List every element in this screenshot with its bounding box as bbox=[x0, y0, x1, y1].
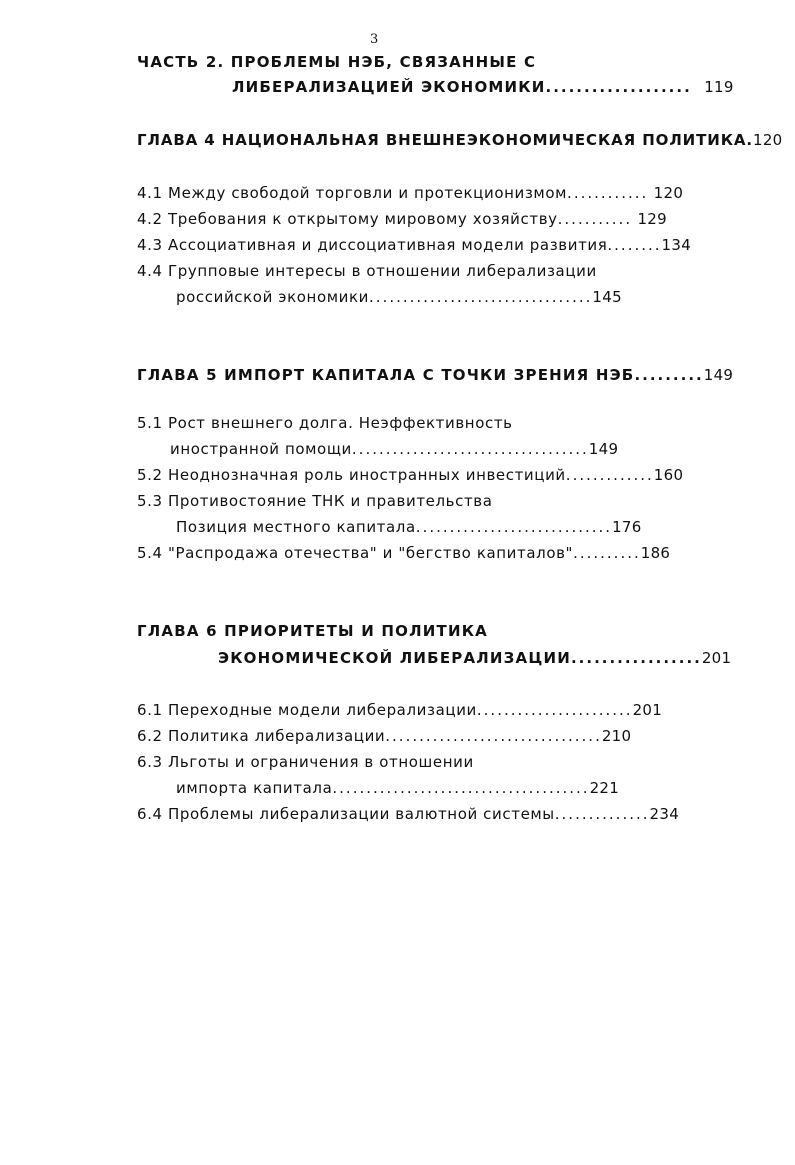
toc-entry: 6.3 Льготы и ограничения в отношении bbox=[137, 753, 474, 771]
page-ref: 149 bbox=[703, 366, 734, 384]
page-ref: 201 bbox=[632, 701, 663, 719]
page-ref: 129 bbox=[637, 210, 667, 228]
page-ref: 120 bbox=[653, 184, 684, 202]
toc-entry: 4.4 Групповые интересы в отношении либерализации bbox=[137, 262, 597, 280]
chapter-5-heading bbox=[137, 366, 733, 384]
part-heading-text: ЛИБЕРАЛИЗАЦИЕЙ ЭКОНОМИКИ bbox=[232, 78, 546, 96]
leader-dots: ....................... bbox=[476, 701, 633, 719]
chapter-title: ГЛАВА 5 ИМПОРТ КАПИТАЛА С ТОЧКИ ЗРЕНИЯ НЭБ bbox=[137, 366, 635, 384]
chapter-title: ГЛАВА 4 НАЦИОНАЛЬНАЯ ВНЕШНЕЭКОНОМИЧЕСКАЯ ПОЛИТИКА. bbox=[137, 131, 753, 149]
toc-entry: 5.2 Неоднозначная роль иностранных инвестиций.............160 bbox=[137, 466, 684, 484]
page-ref: 145 bbox=[592, 288, 622, 306]
page-ref: 119 bbox=[704, 78, 734, 96]
chapter-title: ЭКОНОМИЧЕСКОЙ ЛИБЕРАЛИЗАЦИИ bbox=[218, 649, 571, 667]
leader-dots: ............. bbox=[565, 466, 654, 484]
page-ref: 234 bbox=[649, 805, 680, 823]
toc-entry: 4.1 Между свободой торговли и протекционизмом............ 120 bbox=[137, 184, 684, 202]
toc-entry: 5.4 "Распродажа отечества" и "бегство капиталов"..........186 bbox=[137, 544, 671, 562]
part-heading: ЧАСТЬ 2. ПРОБЛЕМЫ НЭБ, СВЯЗАННЫЕ С bbox=[137, 53, 537, 71]
leader-dots: ................................. bbox=[369, 288, 593, 306]
toc-entry: 4.2 Требования к открытому мировому хозяйству........... 129 bbox=[137, 210, 667, 228]
page-ref: 160 bbox=[653, 466, 684, 484]
leader-dots: ................. bbox=[570, 649, 702, 667]
page-ref: 149 bbox=[588, 440, 619, 458]
leader-dots: ............................. bbox=[415, 518, 613, 536]
page-ref: 186 bbox=[640, 544, 671, 562]
chapter-6-heading: ГЛАВА 6 ПРИОРИТЕТЫ И ПОЛИТИКА bbox=[137, 622, 488, 640]
toc-entry: 6.4 Проблемы либерализации валютной системы..............234 bbox=[137, 805, 680, 823]
page-ref: 134 bbox=[661, 236, 692, 254]
leader-dots: ......... bbox=[634, 366, 704, 384]
leader-dots: ........ bbox=[607, 236, 662, 254]
toc-entry-cont: иностранной помощи...................................149 bbox=[170, 440, 619, 458]
leader-dots: ............ bbox=[567, 184, 649, 202]
leader-dots: ................................... bbox=[351, 440, 589, 458]
toc-entry: 5.3 Противостояние ТНК и правительства bbox=[137, 492, 493, 510]
toc-entry: 5.1 Рост внешнего долга. Неэффективность bbox=[137, 414, 513, 432]
toc-entry: 6.2 Политика либерализации................................210 bbox=[137, 727, 632, 745]
leader-dots: ........... bbox=[557, 210, 633, 228]
chapter-6-heading-cont bbox=[218, 649, 731, 667]
toc-entry: 6.1 Переходные модели либерализации.......................201 bbox=[137, 701, 663, 719]
page-ref: 176 bbox=[612, 518, 642, 536]
toc-entry: 4.3 Ассоциативная и диссоциативная модели развития........134 bbox=[137, 236, 692, 254]
toc-entry-cont: Позиция местного капитала.............................176 bbox=[176, 518, 642, 536]
page-ref: 210 bbox=[601, 727, 632, 745]
part-heading-cont bbox=[232, 78, 734, 96]
leader-dots: ................... bbox=[545, 78, 692, 96]
leader-dots: .......... bbox=[573, 544, 641, 562]
leader-dots: ...................................... bbox=[332, 779, 590, 797]
leader-dots: ................................ bbox=[385, 727, 602, 745]
toc-entry-cont: российской экономики.................................145 bbox=[176, 288, 622, 306]
page-ref: 120 bbox=[752, 131, 783, 149]
page-ref: 221 bbox=[589, 779, 620, 797]
toc-entry-cont: импорта капитала......................................221 bbox=[176, 779, 620, 797]
page-ref: 201 bbox=[701, 649, 732, 667]
page-number: 3 bbox=[370, 32, 379, 47]
leader-dots: .............. bbox=[554, 805, 650, 823]
chapter-4-heading bbox=[137, 131, 783, 149]
